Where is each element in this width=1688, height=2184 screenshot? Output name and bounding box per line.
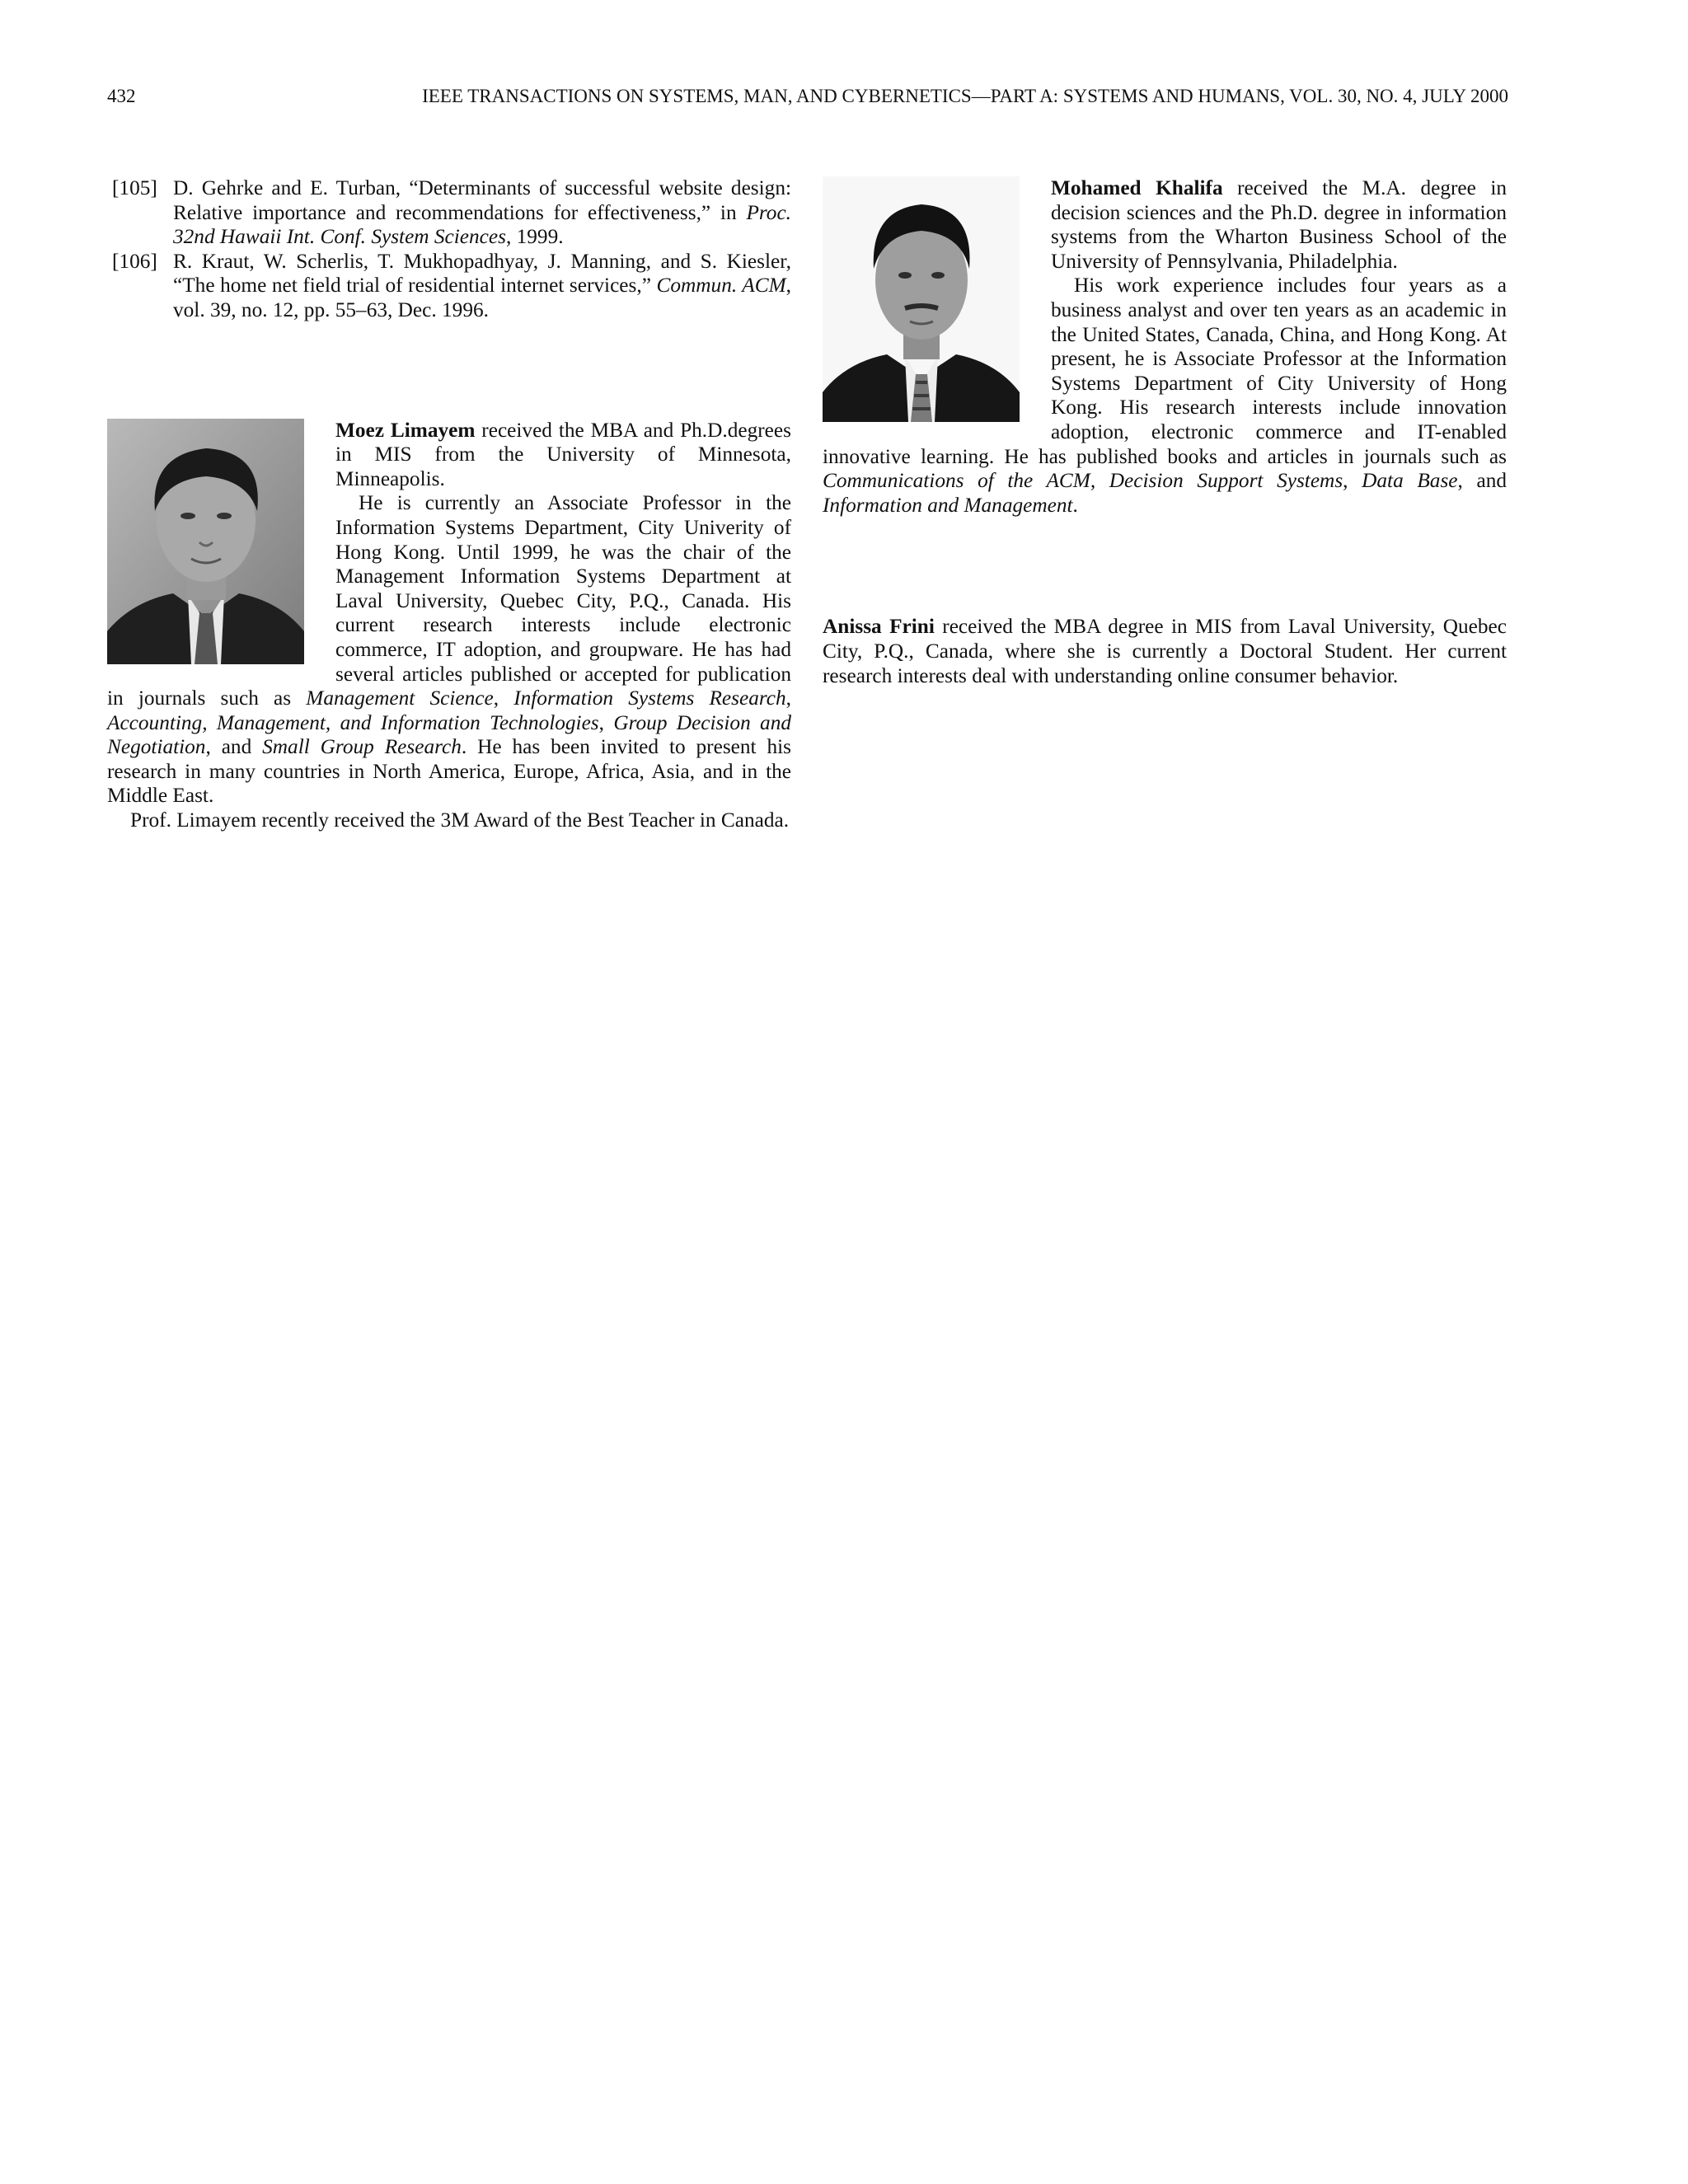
page-number: 432 — [107, 86, 136, 106]
bio-paragraph: He is currently an Associate Professor in the Information Systems Department, City Univerity of Hong Kong. Until 1999, he was the chair of the Management Information Systems Department at Laval University, Quebec City, P.Q., Canada. His current research interests include electronic commerce, IT adoption, and groupware. He has had several articles published or accepted for publication in journals such as Management Science, Information Systems Research, Accounting, Management, and Information Technologies, Group Decision and Negotiation, and Small Group Research. He has been invited to present his research in many countries in North America, Europe, Africa, Asia, and in the Middle East. — [107, 491, 792, 808]
reference-number: [105] — [112, 176, 157, 199]
reference-number: [106] — [112, 249, 157, 273]
author-photo-khalifa — [823, 176, 1020, 422]
reference-105: [105] D. Gehrke and E. Turban, “Determinants of successful website design: Relative importance and recommendations for effectiveness,” in Proc. 32nd Hawaii Int. Conf. System Sciences, 1999. — [112, 176, 791, 249]
author-name: Anissa Frini — [823, 615, 935, 639]
bio-paragraph: Mohamed Khalifa received the M.A. degree in decision sciences and the Ph.D. degree in information systems from the Wharton Business School of the University of Pennsylvania, Philadelphia. — [1051, 176, 1507, 273]
right-column — [823, 176, 1507, 688]
bio-paragraph: Anissa Frini received the MBA degree in MIS from Laval University, Quebec City, P.Q., Canada, where she is currently a Doctoral Student. Her current research interests deal with understanding online consumer behavior. — [823, 615, 1507, 687]
biography-limayem — [107, 419, 791, 833]
bio-paragraph: His work experience includes four years as a business analyst and over ten years as an academic in the United States, Canada, China, and Hong Kong. At present, he is Associate Professor at the Information Systems Department of City University of Hong Kong. His research interests include innovation adoption, electronic commerce and IT-enabled innovative learning. He has published books and articles in journals such as Communications of the ACM, Decision Support Systems, Data Base, and Information and Management. — [823, 274, 1507, 517]
journal-running-head: IEEE TRANSACTIONS ON SYSTEMS, MAN, AND CYBERNETICS—PART A: SYSTEMS AND HUMANS, VOL. 30, NO. 4, JULY 2000 — [422, 86, 1508, 106]
reference-106: [106] R. Kraut, W. Scherlis, T. Mukhopadhyay, J. Manning, and S. Kiesler, “The home net field trial of residential internet services,” Commun. ACM, vol. 39, no. 12, pp. 55–63, Dec. 1996. — [112, 249, 791, 321]
bio-paragraph: Prof. Limayem recently received the 3M Award of the Best Teacher in Canada. — [130, 808, 790, 832]
author-name: Moez Limayem — [335, 418, 476, 442]
biography-frini — [823, 615, 1507, 688]
portrait-image — [823, 176, 1020, 422]
left-column — [107, 176, 791, 833]
author-photo-limayem — [107, 419, 304, 664]
biography-khalifa — [823, 176, 1507, 518]
bio-paragraph: Moez Limayem received the MBA and Ph.D.degrees in MIS from the University of Minnesota, Minneapolis. — [335, 418, 791, 490]
reference-list — [107, 176, 791, 323]
author-name: Mohamed Khalifa — [1051, 176, 1223, 199]
portrait-image — [107, 419, 304, 664]
running-header — [107, 86, 1508, 115]
